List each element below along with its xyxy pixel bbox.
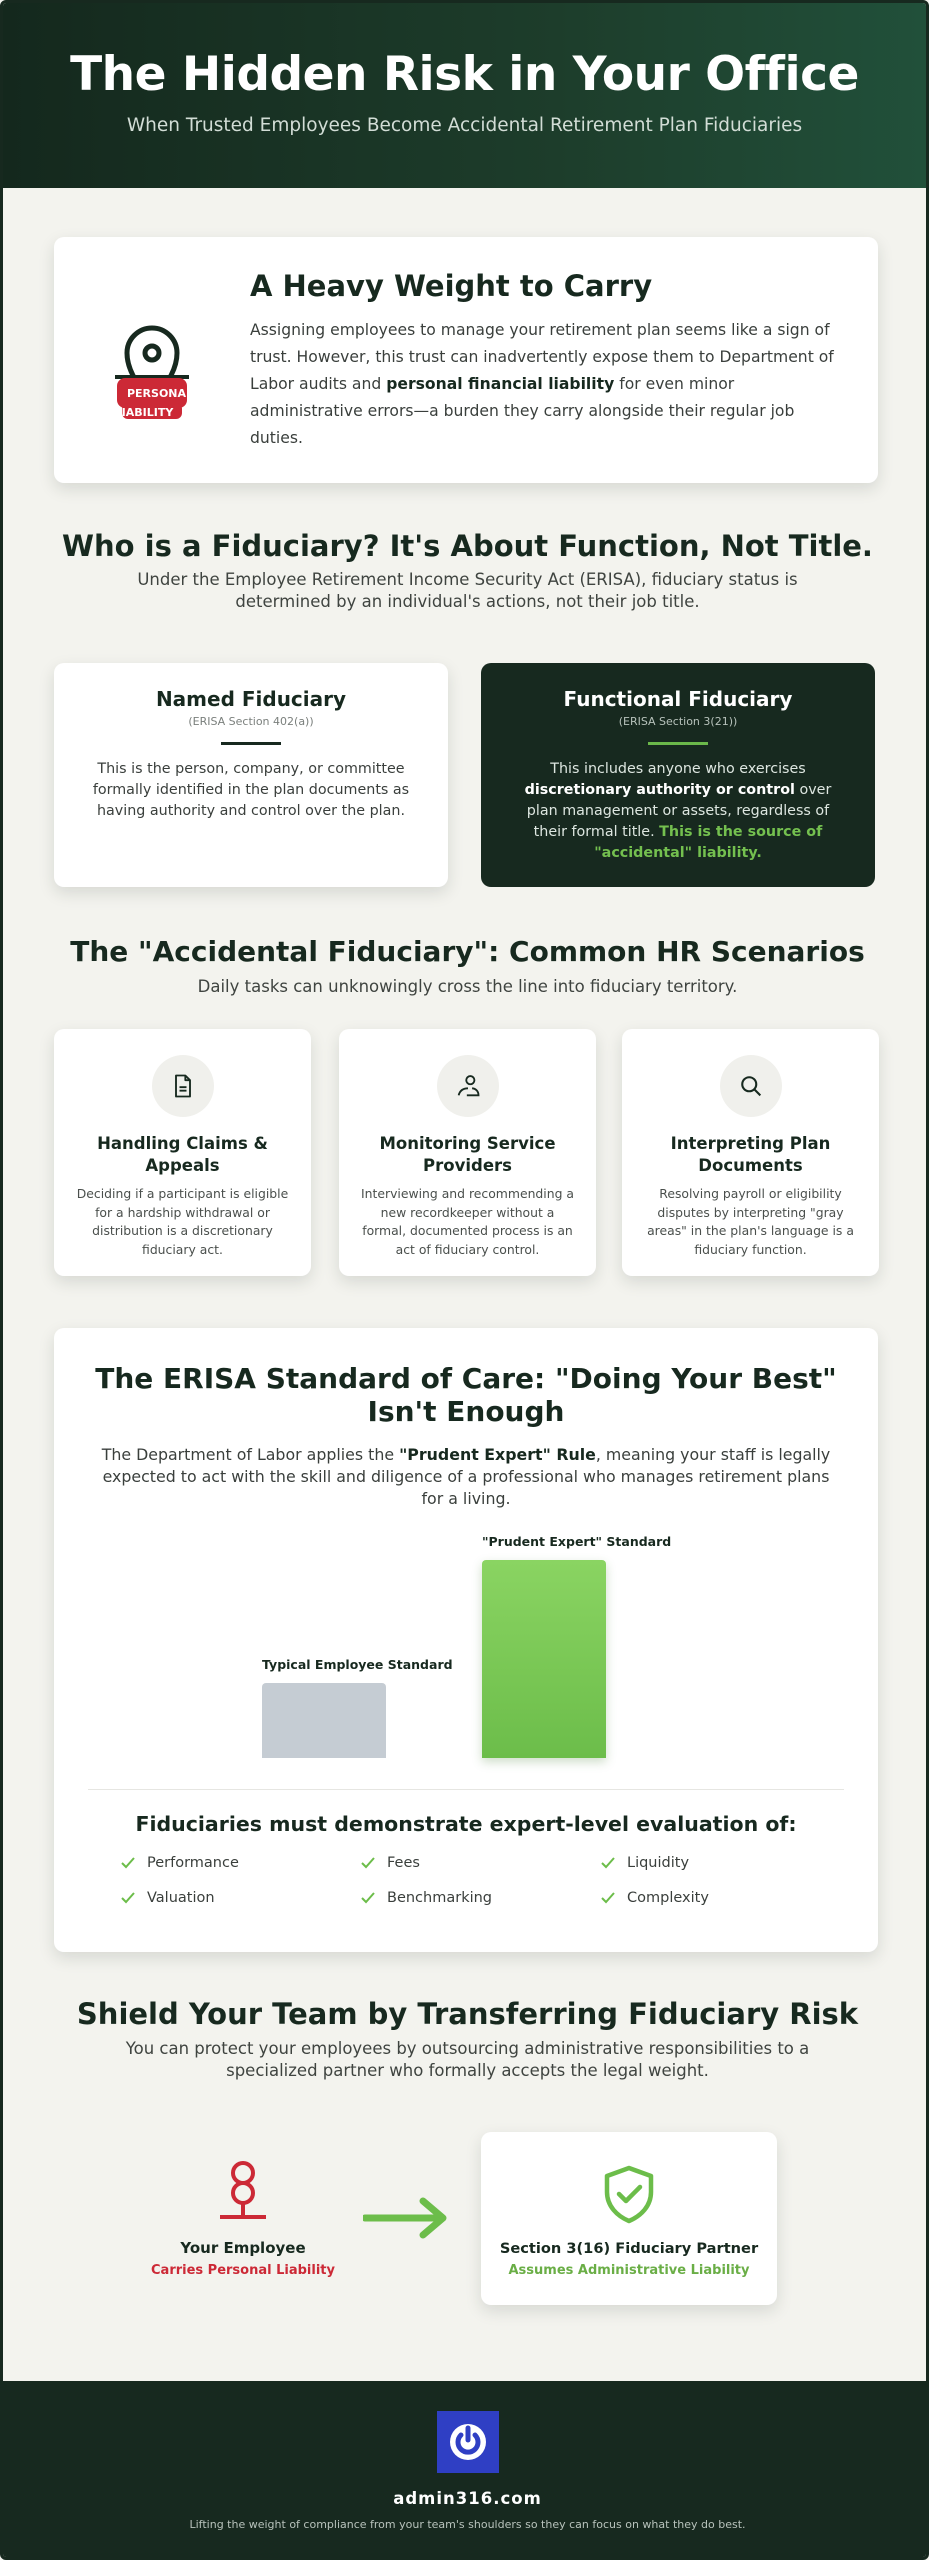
chart-bar-label: Typical Employee Standard — [262, 1657, 453, 1672]
check-icon — [361, 1892, 375, 1904]
checklist-item: Fees — [361, 1855, 420, 1871]
employee-label: Your Employee — [180, 2239, 306, 2257]
erisa-title: The ERISA Standard of Care: "Doing Your Best" Isn't Enough — [95, 1362, 837, 1428]
employee-icon — [216, 2161, 270, 2221]
scenario-card — [622, 1029, 879, 1276]
svg-text:PERSONAL: PERSONAL — [126, 387, 194, 400]
named-fiduciary-card — [54, 663, 448, 887]
divider — [88, 1789, 844, 1790]
page-title: The Hidden Risk in Your Office — [70, 47, 859, 102]
scenario-text: Deciding if a participant is eligible for a hardship withdrawal or distribution is a discretionary fiduciary act. — [76, 1186, 289, 1257]
checklist-item: Complexity — [601, 1890, 709, 1906]
check-icon — [361, 1857, 375, 1869]
checklist-item: Benchmarking — [361, 1890, 492, 1906]
personal-liability-icon — [54, 295, 250, 425]
checklist-item: Performance — [121, 1855, 239, 1871]
functional-fiduciary-ref: (ERISA Section 3(21)) — [618, 715, 738, 728]
page-subtitle: When Trusted Employees Become Accidental Retirement Plan Fiduciaries — [126, 115, 803, 136]
scenario-text: Interviewing and recommending a new recordkeeper without a formal, documented process is an act of fiduciary control. — [361, 1186, 574, 1257]
functional-fiduciary-title: Functional Fiduciary — [563, 687, 793, 711]
intro-title: A Heavy Weight to Carry — [250, 268, 653, 303]
chart-bar-label: "Prudent Expert" Standard — [482, 1534, 672, 1549]
partner-liability-label: Assumes Administrative Liability — [508, 2263, 750, 2278]
shield-check-icon — [599, 2164, 659, 2224]
checklist-item: Valuation — [121, 1890, 215, 1906]
scenario-title: Handling Claims & Appeals — [97, 1134, 268, 1175]
check-icon — [601, 1892, 615, 1904]
definition-title: Who is a Fiduciary? It's About Function, Not Title. — [62, 529, 873, 563]
footer-site-link[interactable]: admin316.com — [393, 2489, 542, 2508]
named-fiduciary-text: This is the person, company, or committee formally identified in the plan documents as having authority and control over the plan. — [92, 761, 410, 819]
definition-subtitle: Under the Employee Retirement Income Security Act (ERISA), fiduciary status is determined by an individual's actions, not their job title. — [137, 570, 798, 611]
logo — [437, 2411, 499, 2473]
header — [3, 3, 926, 188]
scenarios-title: The "Accidental Fiduciary": Common HR Scenarios — [70, 935, 865, 968]
erisa-lead: The Department of Labor applies the "Prudent Expert" Rule, meaning your staff is legally expected to act with the skill and diligence of a professional who manages retirement plans for a living. — [101, 1445, 831, 1508]
named-fiduciary-ref: (ERISA Section 402(a)) — [188, 715, 314, 728]
shield-title: Shield Your Team by Transferring Fiduciary Risk — [76, 1997, 859, 2031]
scenario-title: Interpreting Plan Documents — [670, 1134, 831, 1175]
chart-bar — [482, 1560, 606, 1758]
search-icon — [720, 1055, 782, 1117]
erisa-card — [54, 1328, 878, 1952]
divider — [648, 742, 708, 745]
functional-fiduciary-text: This includes anyone who exercises discretionary authority or control over plan management or assets, regardless of their formal title. This is the source of "accidental" liability. — [524, 761, 832, 861]
intro-text: Assigning employees to manage your retirement plan seems like a sign of trust. However, this trust can inadvertently expose them to Department of Labor audits and personal financial liability for even minor administrative errors—a burden they carry alongside their regular job duties. — [250, 320, 834, 447]
footer-tagline: Lifting the weight of compliance from your team's shoulders so they can focus on what they do best. — [189, 2518, 746, 2531]
chart-bar — [262, 1683, 386, 1758]
divider — [221, 742, 281, 745]
partner-card — [481, 2132, 777, 2305]
svg-text:LIABILITY: LIABILITY — [114, 406, 174, 419]
employee-liability-label: Carries Personal Liability — [151, 2263, 335, 2278]
scenarios-subtitle: Daily tasks can unknowingly cross the line into fiduciary territory. — [197, 977, 738, 996]
shield-subtitle: You can protect your employees by outsourcing administrative responsibilities to a specialized partner who formally accepts the legal weight. — [125, 2039, 810, 2080]
document-icon — [152, 1055, 214, 1117]
check-icon — [601, 1857, 615, 1869]
footer — [3, 2381, 929, 2560]
intro-card — [54, 237, 878, 483]
functional-fiduciary-card — [481, 663, 875, 887]
checklist-item: Liquidity — [601, 1855, 689, 1871]
named-fiduciary-title: Named Fiduciary — [155, 687, 347, 711]
check-icon — [121, 1857, 135, 1869]
check-icon — [121, 1892, 135, 1904]
partner-label: Section 3(16) Fiduciary Partner — [499, 2240, 759, 2257]
person-monitor-icon — [437, 1055, 499, 1117]
checklist-title: Fiduciaries must demonstrate expert-level evaluation of: — [135, 1812, 797, 1836]
employee-block — [143, 2161, 343, 2278]
scenario-title: Monitoring Service Providers — [379, 1134, 556, 1175]
arrow-right-icon — [363, 2196, 449, 2240]
scenario-text: Resolving payroll or eligibility disputes by interpreting "gray areas" in the plan's language is a fiduciary function. — [647, 1186, 854, 1257]
scenario-card — [339, 1029, 596, 1276]
power-logo-icon — [446, 2420, 490, 2464]
scenario-card — [54, 1029, 311, 1276]
